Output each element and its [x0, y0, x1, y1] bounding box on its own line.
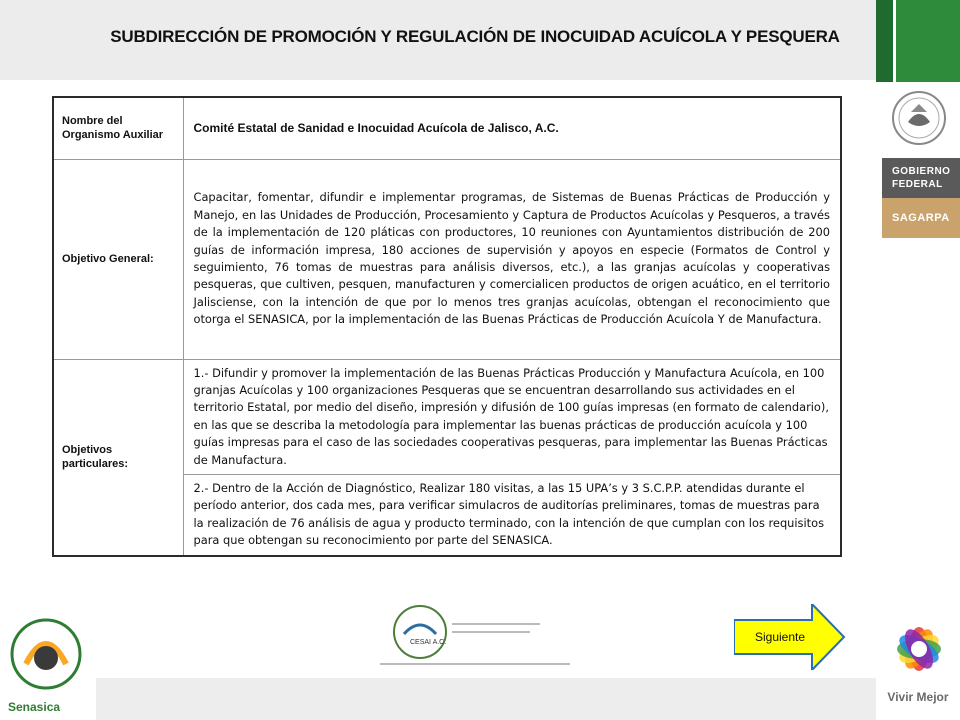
sidebar	[876, 0, 960, 720]
table-row-objetivo-particular-1	[53, 359, 841, 474]
senasica-label: Senasica	[8, 700, 61, 714]
cesai-text: CESAI A.C.	[410, 639, 447, 646]
gobierno-federal-logo	[882, 158, 960, 198]
objetivos-particulares-label: Objetivos particulares:	[53, 359, 183, 556]
table-row-organismo	[53, 97, 841, 159]
vivir-mejor-flower-icon	[882, 612, 956, 686]
objetivo-general-value: Capacitar, fomentar, difundir e implementar programas, de Sistemas de Buenas Prácticas de Producción y Manejo, en las Unidades de Producción, Procesamiento y Captura de Productos Acuícolas y Pesqueros, a través de la implementación de 120 pláticas con productores, 10 reuniones con Ayuntamientos distribución de 200 guías de información impresa, 180 acciones de supervisión y apoyos en especie (Formatos de Control y seguimiento, 76 tomas de muestras para análisis diversos, etc.), a las granjas acuícolas y cooperativas pesqueras, que cultiven, pesquen, manufacturen y comercialicen productos de origen acuático, en el territorio Jalisciense, con la intención de que por lo menos tres granjas acuícolas, obtengan el reconocimiento que otorga el SENASICA, por la implementación de las Buenas Prácticas de Producción Acuícola Y de Manufactura.	[183, 159, 841, 359]
page-title: SUBDIRECCIÓN DE PROMOCIÓN Y REGULACIÓN DE INOCUIDAD ACUÍCOLA Y PESQUERA	[110, 27, 840, 46]
senasica-logo	[6, 614, 86, 714]
mexico-seal-icon	[886, 88, 952, 148]
objetivo-general-label: Objetivo General:	[53, 159, 183, 359]
table-row-objetivo-general	[53, 159, 841, 359]
next-label[interactable]: Siguiente	[754, 630, 806, 644]
sagarpa-logo: SAGARPA	[882, 198, 960, 238]
organismo-label: Nombre del Organismo Auxiliar	[53, 97, 183, 159]
organismo-value: Comité Estatal de Sanidad e Inocuidad Acuícola de Jalisco, A.C.	[183, 97, 841, 159]
organism-table	[52, 96, 842, 557]
sidebar-green-band	[876, 0, 960, 82]
footer-bar	[96, 678, 876, 720]
objetivo-particular-2: 2.- Dentro de la Acción de Diagnóstico, Realizar 180 visitas, a las 15 UPA’s y 3 S.C.P.P. atendidas durante el período anterior, dos cada mes, para verificar simulacros de auditorías preliminares, tomas de muestras para la realización de 76 análisis de agua y producto terminado, con la intención de que cumplan con los requisitos para que obtengan su reconocimiento por parte del SENASICA.	[183, 474, 841, 555]
gobierno-line2: FEDERAL	[892, 179, 943, 190]
cesai-logo	[380, 604, 580, 668]
objetivo-particular-1: 1.- Difundir y promover la implementación de las Buenas Prácticas Producción y Manufactura Acuícola, en 100 granjas Acuícolas y 100 organizaciones Pesqueras que se encuentran desarrollando sus actividades en el territorio Estatal, por medio del diseño, impresión y difusión de 100 guías impresas (en formato de calendario), en las que se describa la metodología para implementar las buenas prácticas de producción acuícola y 100 guías impresas para el caso de las sociedades cooperativas pesqueras, para implementar las Buenas Prácticas de Manufactura.	[183, 359, 841, 474]
vivir-mejor-text: Vivir Mejor	[887, 690, 949, 704]
gobierno-line1: GOBIERNO	[892, 166, 951, 177]
